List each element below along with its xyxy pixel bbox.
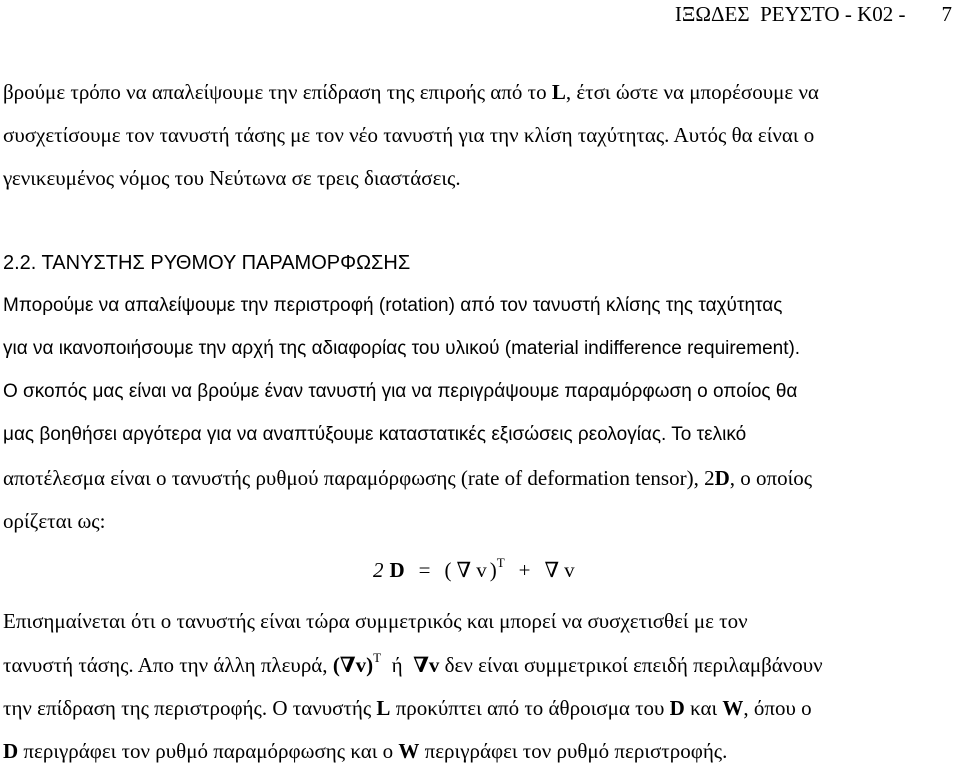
- eq-plus: +: [518, 558, 531, 582]
- bold-symbol-W: W: [722, 696, 744, 720]
- text-run: αποτέλεσμα είναι ο τανυστής ρυθμού παραμόρφωσης (rate of deformation tensor), 2: [3, 466, 715, 490]
- bold-symbol-W: W: [398, 739, 420, 763]
- text-run: βρούμε τρόπο να απαλείψουμε την επίδραση της επιροής από το: [3, 80, 552, 104]
- text-run: , όπου ο: [743, 696, 812, 720]
- eq-equals: =: [418, 558, 431, 582]
- nabla-icon: ∇: [456, 558, 472, 582]
- text-run: και: [684, 696, 723, 720]
- header-title: ΙΞΩΔΕΣ ΡΕΥΣΤΟ - Κ02 -: [674, 2, 906, 26]
- text-run: τανυστή τάσης. Απο την άλλη πλευρά,: [3, 653, 333, 677]
- para-line-2: για να ικανοποιήσουμε την αρχή της αδιαφορίας του υλικού (material indifference requirement).: [3, 338, 801, 359]
- eq-v: v: [564, 558, 575, 582]
- para-line-6: ορίζεται ως:: [3, 509, 106, 533]
- para-line-3: Ο σκοπός μας είναι να βρούμε έναν τανυστή για να περιγράψουμε παραμόρφωση ο οποίος θα: [3, 381, 798, 402]
- para-line-5: [3, 468, 954, 489]
- eq-lparen: (: [444, 558, 452, 582]
- bold-grad-v: ∇v: [413, 653, 440, 677]
- bold-grad-v: (∇v): [332, 653, 374, 677]
- page-number: 7: [941, 2, 952, 26]
- after-line-1: Επισημαίνεται ότι ο τανυστής είναι τώρα συμμετρικός και μπορεί να συσχετισθεί με τον: [3, 609, 748, 633]
- text-run: την επίδραση της περιστροφής. Ο τανυστής: [3, 696, 377, 720]
- intro-line-2: συσχετίσουμε τον τανυστή τάσης με τον νέο τανυστή για την κλίση ταχύτητας. Αυτός θα είναι ο: [3, 123, 815, 147]
- bold-symbol-D: D: [669, 696, 685, 720]
- section-heading: 2.2. ΤΑΝΥΣΤΗΣ ΡΥΘΜΟΥ ΠΑΡΑΜΟΡΦΩΣΗΣ: [3, 252, 411, 274]
- text-run: περιγράφει τον ρυθμό παραμόρφωσης και ο: [18, 739, 399, 763]
- para-line-1: Μπορούμε να απαλείψουμε την περιστροφή (rotation) από τον τανυστή κλίσης της ταχύτητας: [3, 295, 783, 316]
- eq-transpose: T: [496, 555, 505, 570]
- text-run: , ο οποίος: [729, 466, 813, 490]
- bold-symbol-L: L: [376, 696, 391, 720]
- nabla-icon: ∇: [544, 558, 560, 582]
- equation-2D: [373, 555, 575, 582]
- bold-symbol-D: D: [3, 739, 19, 763]
- page-header: [675, 4, 952, 25]
- para-line-4: μας βοηθήσει αργότερα για να αναπτύξουμε καταστατικές εξισώσεις ρεολογίας. Το τελικό: [3, 424, 747, 445]
- after-line-3: [3, 698, 954, 719]
- intro-line-1: [3, 82, 954, 103]
- text-run: περιγράφει τον ρυθμό περιστροφής.: [419, 739, 728, 763]
- after-line-2: [3, 650, 954, 677]
- bold-symbol-D: D: [714, 466, 730, 490]
- intro-line-3: γενικευμένος νόμος του Νεύτωνα σε τρεις διαστάσεις.: [3, 166, 461, 190]
- eq-rparen: ): [489, 558, 497, 582]
- after-line-4: [3, 741, 954, 762]
- eq-coefficient: 2: [373, 558, 384, 582]
- transpose-mark: T: [373, 650, 382, 665]
- text-run: , έτσι ώστε να μπορέσουμε να: [565, 80, 819, 104]
- text-run: δεν είναι συμμετρικοί επειδή περιλαμβάνουν: [439, 653, 823, 677]
- bold-symbol-L: L: [551, 80, 566, 104]
- eq-v: v: [476, 558, 487, 582]
- text-run: προκύπτει από το άθροισμα του: [390, 696, 670, 720]
- eq-D: D: [389, 558, 405, 582]
- text-run: ή: [381, 653, 414, 677]
